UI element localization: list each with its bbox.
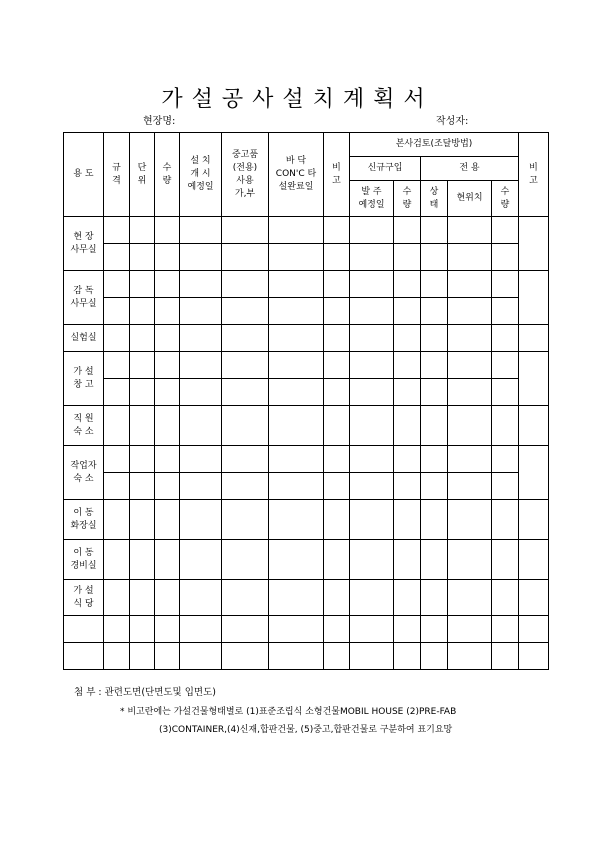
entry-cell[interactable] xyxy=(324,298,350,325)
entry-cell[interactable] xyxy=(155,406,180,446)
entry-cell[interactable] xyxy=(130,271,155,298)
entry-cell[interactable] xyxy=(180,540,222,580)
entry-cell[interactable] xyxy=(324,271,350,298)
entry-cell[interactable] xyxy=(104,379,130,406)
entry-cell[interactable] xyxy=(180,298,222,325)
entry-cell[interactable] xyxy=(324,446,350,473)
entry-cell[interactable] xyxy=(394,580,421,616)
entry-cell[interactable] xyxy=(130,217,155,244)
entry-cell[interactable] xyxy=(180,244,222,271)
table-row xyxy=(64,473,549,500)
usage-cell: 직 원 숙 소 xyxy=(64,406,104,446)
entry-cell[interactable] xyxy=(130,298,155,325)
entry-cell[interactable] xyxy=(350,406,394,446)
entry-cell[interactable] xyxy=(421,217,448,244)
table-row xyxy=(64,325,549,352)
entry-cell[interactable] xyxy=(448,379,492,406)
entry-cell[interactable] xyxy=(155,271,180,298)
entry-cell[interactable] xyxy=(222,580,269,616)
entry-cell[interactable] xyxy=(421,540,448,580)
entry-cell[interactable] xyxy=(394,244,421,271)
entry-cell[interactable] xyxy=(448,500,492,540)
entry-cell[interactable] xyxy=(155,352,180,379)
entry-cell[interactable] xyxy=(324,580,350,616)
writer-label: 작성자: xyxy=(436,116,469,127)
entry-cell[interactable] xyxy=(180,643,222,670)
entry-cell[interactable] xyxy=(492,298,519,325)
entry-cell[interactable] xyxy=(104,446,130,473)
remark-cell[interactable] xyxy=(519,500,549,540)
entry-cell[interactable] xyxy=(180,616,222,643)
entry-cell[interactable] xyxy=(421,298,448,325)
entry-cell[interactable] xyxy=(104,500,130,540)
header-qty: 수 량 xyxy=(155,133,180,217)
entry-cell[interactable] xyxy=(492,580,519,616)
entry-cell[interactable] xyxy=(222,616,269,643)
entry-cell[interactable] xyxy=(222,473,269,500)
entry-cell[interactable] xyxy=(222,643,269,670)
entry-cell[interactable] xyxy=(394,379,421,406)
usage-cell: 이 동 화장실 xyxy=(64,500,104,540)
entry-cell[interactable] xyxy=(492,643,519,670)
entry-cell[interactable] xyxy=(492,473,519,500)
entry-cell[interactable] xyxy=(130,379,155,406)
entry-cell[interactable] xyxy=(492,352,519,379)
table-row xyxy=(64,643,549,670)
entry-cell[interactable] xyxy=(421,500,448,540)
entry-cell[interactable] xyxy=(394,352,421,379)
entry-cell[interactable] xyxy=(155,298,180,325)
entry-cell[interactable] xyxy=(269,379,324,406)
plan-table xyxy=(63,132,549,670)
entry-cell[interactable] xyxy=(269,271,324,298)
entry-cell[interactable] xyxy=(324,540,350,580)
header-order-date: 발 주 예정일 xyxy=(350,181,394,217)
entry-cell[interactable] xyxy=(155,446,180,473)
entry-cell[interactable] xyxy=(130,325,155,352)
table-row xyxy=(64,379,549,406)
entry-cell[interactable] xyxy=(421,580,448,616)
table-row xyxy=(64,616,549,643)
entry-cell[interactable] xyxy=(421,616,448,643)
entry-cell[interactable] xyxy=(421,271,448,298)
entry-cell[interactable] xyxy=(448,298,492,325)
entry-cell[interactable] xyxy=(421,643,448,670)
entry-cell[interactable] xyxy=(350,643,394,670)
entry-cell[interactable] xyxy=(155,643,180,670)
entry-cell[interactable] xyxy=(350,244,394,271)
entry-cell[interactable] xyxy=(104,643,130,670)
entry-cell[interactable] xyxy=(222,352,269,379)
entry-cell[interactable] xyxy=(104,616,130,643)
table-row xyxy=(64,298,549,325)
entry-cell[interactable] xyxy=(130,406,155,446)
entry-cell[interactable] xyxy=(269,217,324,244)
header-hq-review: 본사검토(조달방법) xyxy=(350,133,519,157)
entry-cell[interactable] xyxy=(269,244,324,271)
entry-cell[interactable] xyxy=(104,325,130,352)
table-row xyxy=(64,446,549,473)
entry-cell[interactable] xyxy=(492,244,519,271)
entry-cell[interactable] xyxy=(130,244,155,271)
entry-cell[interactable] xyxy=(421,473,448,500)
entry-cell[interactable] xyxy=(180,217,222,244)
entry-cell[interactable] xyxy=(222,379,269,406)
entry-cell[interactable] xyxy=(492,406,519,446)
remark-cell[interactable] xyxy=(519,643,549,670)
entry-cell[interactable] xyxy=(155,325,180,352)
usage-cell: 가 설 식 당 xyxy=(64,580,104,616)
entry-cell[interactable] xyxy=(269,616,324,643)
entry-cell[interactable] xyxy=(448,580,492,616)
header-transfer-qty: 수 량 xyxy=(492,181,519,217)
usage-cell: 작업자 숙 소 xyxy=(64,446,104,500)
entry-cell[interactable] xyxy=(448,643,492,670)
header-new-purchase: 신규구입 xyxy=(350,157,421,181)
entry-cell[interactable] xyxy=(421,446,448,473)
entry-cell[interactable] xyxy=(104,352,130,379)
entry-cell[interactable] xyxy=(394,406,421,446)
entry-cell[interactable] xyxy=(155,217,180,244)
entry-cell[interactable] xyxy=(222,244,269,271)
usage-cell xyxy=(64,643,104,670)
entry-cell[interactable] xyxy=(104,271,130,298)
entry-cell[interactable] xyxy=(130,616,155,643)
entry-cell[interactable] xyxy=(394,540,421,580)
entry-cell[interactable] xyxy=(222,500,269,540)
entry-cell[interactable] xyxy=(324,643,350,670)
entry-cell[interactable] xyxy=(180,271,222,298)
entry-cell[interactable] xyxy=(350,298,394,325)
table-row xyxy=(64,500,549,540)
remark-note-line-1: * 비고란에는 가설건물형태별로 (1)표준조립식 소형건물MOBIL HOUSE (2)PRE-FAB xyxy=(120,707,457,717)
entry-cell[interactable] xyxy=(394,616,421,643)
entry-cell[interactable] xyxy=(155,540,180,580)
entry-cell[interactable] xyxy=(130,580,155,616)
entry-cell[interactable] xyxy=(104,473,130,500)
entry-cell[interactable] xyxy=(269,500,324,540)
table-row xyxy=(64,244,549,271)
table-row xyxy=(64,271,549,298)
entry-cell[interactable] xyxy=(104,298,130,325)
entry-cell[interactable] xyxy=(448,217,492,244)
entry-cell[interactable] xyxy=(180,325,222,352)
entry-cell[interactable] xyxy=(180,406,222,446)
entry-cell[interactable] xyxy=(269,580,324,616)
entry-cell[interactable] xyxy=(394,500,421,540)
entry-cell[interactable] xyxy=(222,540,269,580)
entry-cell[interactable] xyxy=(350,616,394,643)
entry-cell[interactable] xyxy=(492,271,519,298)
entry-cell[interactable] xyxy=(104,580,130,616)
entry-cell[interactable] xyxy=(222,271,269,298)
entry-cell[interactable] xyxy=(180,580,222,616)
entry-cell[interactable] xyxy=(324,406,350,446)
entry-cell[interactable] xyxy=(350,352,394,379)
table-row xyxy=(64,580,549,616)
entry-cell[interactable] xyxy=(394,325,421,352)
entry-cell[interactable] xyxy=(130,500,155,540)
header-spec: 규 격 xyxy=(104,133,130,217)
entry-cell[interactable] xyxy=(180,473,222,500)
entry-cell[interactable] xyxy=(448,244,492,271)
entry-cell[interactable] xyxy=(324,473,350,500)
usage-cell: 가 설 창 고 xyxy=(64,352,104,406)
header-state: 상 태 xyxy=(421,181,448,217)
entry-cell[interactable] xyxy=(324,500,350,540)
attachment-note: 첨 부 : 관련도면(단면도및 입면도) xyxy=(74,687,216,698)
entry-cell[interactable] xyxy=(269,473,324,500)
entry-cell[interactable] xyxy=(421,379,448,406)
entry-cell[interactable] xyxy=(324,325,350,352)
entry-cell[interactable] xyxy=(394,473,421,500)
entry-cell[interactable] xyxy=(394,643,421,670)
entry-cell[interactable] xyxy=(269,352,324,379)
entry-cell[interactable] xyxy=(421,406,448,446)
entry-cell[interactable] xyxy=(155,244,180,271)
entry-cell[interactable] xyxy=(448,406,492,446)
entry-cell[interactable] xyxy=(350,500,394,540)
entry-cell[interactable] xyxy=(324,616,350,643)
entry-cell[interactable] xyxy=(448,446,492,473)
remark-cell[interactable] xyxy=(519,217,549,271)
remark-cell[interactable] xyxy=(519,271,549,325)
entry-cell[interactable] xyxy=(421,352,448,379)
entry-cell[interactable] xyxy=(104,217,130,244)
remark-note-line-2: (3)CONTAINER,(4)신재,합판건물, (5)중고,합판건물로 구분하여 표기요망 xyxy=(159,725,453,735)
entry-cell[interactable] xyxy=(394,271,421,298)
header-floor-concrete: 바 닥 CON'C 타 설완료일 xyxy=(269,133,324,217)
entry-cell[interactable] xyxy=(448,540,492,580)
usage-cell: 감 독 사무실 xyxy=(64,271,104,325)
document-title: 가설공사설치계획서 xyxy=(161,87,434,112)
remark-cell[interactable] xyxy=(519,616,549,643)
entry-cell[interactable] xyxy=(394,446,421,473)
remark-cell[interactable] xyxy=(519,580,549,616)
entry-cell[interactable] xyxy=(448,473,492,500)
entry-cell[interactable] xyxy=(222,217,269,244)
entry-cell[interactable] xyxy=(222,325,269,352)
entry-cell[interactable] xyxy=(155,616,180,643)
entry-cell[interactable] xyxy=(269,406,324,446)
header-current-location: 현위치 xyxy=(448,181,492,217)
entry-cell[interactable] xyxy=(155,473,180,500)
usage-cell: 현 장 사무실 xyxy=(64,217,104,271)
remark-cell[interactable] xyxy=(519,352,549,406)
entry-cell[interactable] xyxy=(350,379,394,406)
entry-cell[interactable] xyxy=(394,217,421,244)
entry-cell[interactable] xyxy=(421,325,448,352)
entry-cell[interactable] xyxy=(350,271,394,298)
entry-cell[interactable] xyxy=(180,446,222,473)
entry-cell[interactable] xyxy=(104,540,130,580)
entry-cell[interactable] xyxy=(222,446,269,473)
entry-cell[interactable] xyxy=(269,446,324,473)
entry-cell[interactable] xyxy=(104,244,130,271)
table-body xyxy=(64,217,549,670)
site-name-label: 현장명: xyxy=(143,116,176,127)
usage-cell: 실험실 xyxy=(64,325,104,352)
entry-cell[interactable] xyxy=(222,406,269,446)
entry-cell[interactable] xyxy=(104,406,130,446)
entry-cell[interactable] xyxy=(492,217,519,244)
entry-cell[interactable] xyxy=(350,325,394,352)
entry-cell[interactable] xyxy=(180,379,222,406)
table-row xyxy=(64,540,549,580)
entry-cell[interactable] xyxy=(492,325,519,352)
remark-cell[interactable] xyxy=(519,406,549,446)
entry-cell[interactable] xyxy=(492,500,519,540)
entry-cell[interactable] xyxy=(350,446,394,473)
entry-cell[interactable] xyxy=(130,352,155,379)
table-row xyxy=(64,352,549,379)
entry-cell[interactable] xyxy=(269,325,324,352)
table-row xyxy=(64,217,549,244)
entry-cell[interactable] xyxy=(448,271,492,298)
header-usage: 용 도 xyxy=(64,133,104,217)
entry-cell[interactable] xyxy=(324,217,350,244)
entry-cell[interactable] xyxy=(350,540,394,580)
remark-cell[interactable] xyxy=(519,446,549,500)
entry-cell[interactable] xyxy=(269,298,324,325)
header-unit: 단 위 xyxy=(130,133,155,217)
entry-cell[interactable] xyxy=(222,298,269,325)
entry-cell[interactable] xyxy=(155,580,180,616)
entry-cell[interactable] xyxy=(421,244,448,271)
entry-cell[interactable] xyxy=(324,244,350,271)
entry-cell[interactable] xyxy=(269,540,324,580)
entry-cell[interactable] xyxy=(269,643,324,670)
entry-cell[interactable] xyxy=(350,473,394,500)
entry-cell[interactable] xyxy=(180,500,222,540)
header-new-qty: 수 량 xyxy=(394,181,421,217)
remark-cell[interactable] xyxy=(519,540,549,580)
entry-cell[interactable] xyxy=(130,446,155,473)
header-remark-2: 비 고 xyxy=(519,133,549,217)
entry-cell[interactable] xyxy=(492,616,519,643)
entry-cell[interactable] xyxy=(155,500,180,540)
entry-cell[interactable] xyxy=(492,540,519,580)
entry-cell[interactable] xyxy=(448,325,492,352)
entry-cell[interactable] xyxy=(492,446,519,473)
entry-cell[interactable] xyxy=(350,217,394,244)
entry-cell[interactable] xyxy=(155,379,180,406)
header-transfer: 전 용 xyxy=(421,157,519,181)
entry-cell[interactable] xyxy=(448,352,492,379)
usage-cell xyxy=(64,616,104,643)
entry-cell[interactable] xyxy=(324,352,350,379)
entry-cell[interactable] xyxy=(180,352,222,379)
entry-cell[interactable] xyxy=(130,540,155,580)
entry-cell[interactable] xyxy=(448,616,492,643)
table-row xyxy=(64,406,549,446)
header-used-item: 중고품 (전용) 사용 가,부 xyxy=(222,133,269,217)
header-install-date: 설 치 개 시 예정일 xyxy=(180,133,222,217)
entry-cell[interactable] xyxy=(130,643,155,670)
entry-cell[interactable] xyxy=(492,379,519,406)
entry-cell[interactable] xyxy=(324,379,350,406)
entry-cell[interactable] xyxy=(130,473,155,500)
entry-cell[interactable] xyxy=(394,298,421,325)
header-remark-1: 비 고 xyxy=(324,133,350,217)
entry-cell[interactable] xyxy=(350,580,394,616)
usage-cell: 이 동 경비실 xyxy=(64,540,104,580)
remark-cell[interactable] xyxy=(519,325,549,352)
